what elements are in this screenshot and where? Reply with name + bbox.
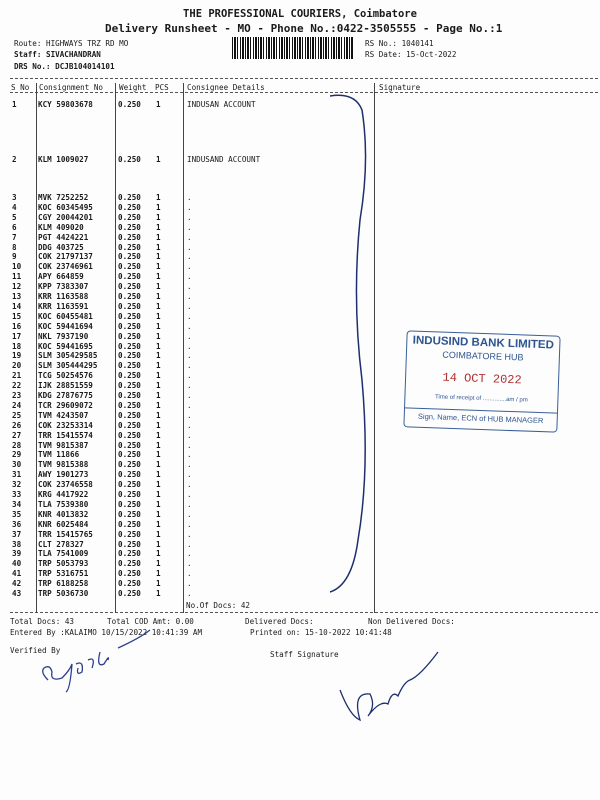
cell-details: INDUSAN ACCOUNT <box>187 100 256 109</box>
cell-pcs: 1 <box>156 490 161 499</box>
cell-cn: COK 23253314 <box>38 420 93 430</box>
cell-cn: MVK 7252252 <box>38 193 89 202</box>
cell-cn: TRP 5316751 <box>38 569 89 579</box>
bank-stamp <box>403 330 560 432</box>
cell-pcs: 1 <box>156 400 161 410</box>
cell-wt: 0.250 <box>118 490 141 499</box>
cell-cn: TVM 9815387 <box>38 440 89 450</box>
cell-sno: 27 <box>12 430 22 440</box>
cell-sno: 37 <box>12 529 22 539</box>
cell-wt: 0.250 <box>118 262 141 272</box>
cell-cn: COK 21797137 <box>38 252 93 262</box>
cell-sno: 6 <box>12 222 17 232</box>
cell-details: . <box>187 410 192 420</box>
cell-cn: APY 664859 <box>38 272 84 282</box>
cell-details: . <box>187 193 192 202</box>
cell-pcs: 1 <box>156 331 161 341</box>
cell-details: . <box>187 539 192 549</box>
cell-pcs: 1 <box>156 361 161 371</box>
cell-details: . <box>187 400 192 410</box>
cell-cn: DDG 403725 <box>38 242 84 252</box>
cell-details: . <box>187 509 192 519</box>
cell-wt: 0.250 <box>118 301 141 311</box>
cell-details: . <box>187 549 192 559</box>
cell-pcs: 1 <box>156 193 161 202</box>
cell-cn: TCR 29609072 <box>38 400 93 410</box>
cell-sno: 3 <box>12 193 17 202</box>
cell-wt: 0.250 <box>118 410 141 420</box>
cell-sno: 36 <box>12 519 22 529</box>
cell-sno: 41 <box>12 569 22 579</box>
cell-pcs: 1 <box>156 519 161 529</box>
cell-wt: 0.250 <box>118 292 141 301</box>
cell-cn: CGY 20044201 <box>38 212 93 222</box>
cell-cn: KNR 6025484 <box>38 519 89 529</box>
cell-sno: 7 <box>12 232 17 242</box>
cell-details: . <box>187 499 192 509</box>
company-title: THE PROFESSIONAL COURIERS, Coimbatore <box>183 8 417 20</box>
cell-wt: 0.250 <box>118 361 141 371</box>
cell-details: . <box>187 252 192 262</box>
cell-details: . <box>187 460 192 470</box>
cell-pcs: 1 <box>156 371 161 381</box>
cell-pcs: 1 <box>156 100 161 109</box>
cell-sno: 4 <box>12 202 17 212</box>
cell-wt: 0.250 <box>118 232 141 242</box>
cell-sno: 39 <box>12 549 22 559</box>
cell-sno: 18 <box>12 341 22 351</box>
cell-sno: 40 <box>12 559 22 569</box>
cell-details: . <box>187 371 192 381</box>
cell-wt: 0.250 <box>118 480 141 490</box>
cell-sno: 21 <box>12 371 22 381</box>
stamp-date: 14 OCT 2022 <box>442 370 522 388</box>
cell-details: . <box>187 242 192 252</box>
cell-details: . <box>187 470 192 480</box>
cell-wt: 0.250 <box>118 100 141 109</box>
entered-by: Entered By :KALAIMO 10/15/2022 10:41:39 AM <box>10 628 203 637</box>
cell-sno: 23 <box>12 391 22 400</box>
cell-wt: 0.250 <box>118 202 141 212</box>
cell-cn: CLT 278327 <box>38 539 84 549</box>
cell-details: . <box>187 420 192 430</box>
cell-cn: KDG 27876775 <box>38 391 93 400</box>
staff-signature-label: Staff Signature <box>270 650 339 659</box>
cell-cn: AWY 1901273 <box>38 470 89 480</box>
cell-wt: 0.250 <box>118 430 141 440</box>
staff-signature <box>340 652 438 720</box>
cell-pcs: 1 <box>156 292 161 301</box>
cell-details: . <box>187 331 192 341</box>
cell-cn: TLA 7539380 <box>38 499 89 509</box>
no-of-docs: No.Of Docs: 42 <box>186 601 251 610</box>
cell-pcs: 1 <box>156 311 161 321</box>
cell-wt: 0.250 <box>118 371 141 381</box>
cell-wt: 0.250 <box>118 321 141 331</box>
cell-cn: KLM 1009027 <box>38 155 89 164</box>
cell-sno: 5 <box>12 212 17 222</box>
stamp-hub: COIMBATORE HUB <box>442 349 524 363</box>
cell-sno: 35 <box>12 509 22 519</box>
cell-details: . <box>187 311 192 321</box>
cell-cn: NKL 7937190 <box>38 331 89 341</box>
cell-cn: KPP 7383307 <box>38 282 89 292</box>
verifier-signature <box>43 630 150 692</box>
col-header-sno: S No <box>11 83 30 92</box>
cell-details: . <box>187 222 192 232</box>
stamp-footer: Sign, Name, ECN of HUB MANAGER <box>405 407 557 425</box>
cell-pcs: 1 <box>156 589 161 598</box>
cell-pcs: 1 <box>156 272 161 282</box>
cell-details: INDUSAND ACCOUNT <box>187 155 261 164</box>
cell-pcs: 1 <box>156 450 161 460</box>
cell-pcs: 1 <box>156 321 161 331</box>
cell-pcs: 1 <box>156 430 161 440</box>
cell-pcs: 1 <box>156 539 161 549</box>
cell-pcs: 1 <box>156 381 161 391</box>
cell-sno: 12 <box>12 282 22 292</box>
cell-cn: KNR 4013832 <box>38 509 89 519</box>
runsheet-subtitle: Delivery Runsheet - MO - Phone No.:0422-3505555 - Page No.:1 <box>105 22 503 35</box>
cell-sno: 17 <box>12 331 22 341</box>
cell-sno: 26 <box>12 420 22 430</box>
cell-pcs: 1 <box>156 351 161 361</box>
cell-sno: 22 <box>12 381 22 391</box>
cell-sno: 2 <box>12 155 17 164</box>
cell-sno: 9 <box>12 252 17 262</box>
delivered-docs: Delivered Docs: <box>245 617 314 626</box>
cell-wt: 0.250 <box>118 559 141 569</box>
cell-sno: 29 <box>12 450 22 460</box>
cell-sno: 31 <box>12 470 22 480</box>
cell-pcs: 1 <box>156 460 161 470</box>
total-cod-amount: Total COD Amt: 0.00 <box>107 617 194 626</box>
cell-wt: 0.250 <box>118 282 141 292</box>
cell-pcs: 1 <box>156 549 161 559</box>
cell-cn: TLA 7541009 <box>38 549 89 559</box>
cell-cn: TVM 9815388 <box>38 460 89 470</box>
cell-pcs: 1 <box>156 262 161 272</box>
cell-sno: 14 <box>12 301 22 311</box>
cell-wt: 0.250 <box>118 440 141 450</box>
cell-cn: TRP 6188258 <box>38 579 89 589</box>
cell-details: . <box>187 391 192 400</box>
cell-cn: TRR 15415765 <box>38 529 93 539</box>
cell-cn: PGT 4424221 <box>38 232 89 242</box>
cell-details: . <box>187 351 192 361</box>
cell-sno: 15 <box>12 311 22 321</box>
cell-sno: 38 <box>12 539 22 549</box>
signature-scribble <box>330 95 366 592</box>
cell-cn: KLM 409020 <box>38 222 84 232</box>
cell-sno: 33 <box>12 490 22 499</box>
cell-wt: 0.250 <box>118 499 141 509</box>
cell-cn: KCY 59803678 <box>38 100 93 109</box>
cell-sno: 1 <box>12 100 17 109</box>
stamp-bank-name: INDUSIND BANK LIMITED <box>412 334 555 352</box>
cell-cn: SLM 305444295 <box>38 361 98 371</box>
cell-pcs: 1 <box>156 391 161 400</box>
total-docs: Total Docs: 43 <box>10 617 75 626</box>
cell-sno: 8 <box>12 242 17 252</box>
cell-pcs: 1 <box>156 529 161 539</box>
cell-pcs: 1 <box>156 222 161 232</box>
verified-by-label: Verified By <box>10 646 61 655</box>
cell-wt: 0.250 <box>118 272 141 282</box>
cell-wt: 0.250 <box>118 351 141 361</box>
cell-sno: 30 <box>12 460 22 470</box>
cell-pcs: 1 <box>156 252 161 262</box>
cell-details: . <box>187 440 192 450</box>
cell-cn: KOC 59441694 <box>38 321 93 331</box>
cell-cn: KOC 59441695 <box>38 341 93 351</box>
cell-pcs: 1 <box>156 341 161 351</box>
cell-details: . <box>187 569 192 579</box>
cell-pcs: 1 <box>156 559 161 569</box>
cell-details: . <box>187 519 192 529</box>
non-delivered-docs: Non Delivered Docs: <box>368 617 455 626</box>
cell-wt: 0.250 <box>118 470 141 480</box>
cell-pcs: 1 <box>156 470 161 480</box>
rs-date: RS Date: 15-Oct-2022 <box>365 50 457 59</box>
cell-details: . <box>187 579 192 589</box>
cell-pcs: 1 <box>156 509 161 519</box>
cell-sno: 28 <box>12 440 22 450</box>
cell-wt: 0.250 <box>118 311 141 321</box>
cell-cn: TRP 5053793 <box>38 559 89 569</box>
cell-wt: 0.250 <box>118 460 141 470</box>
cell-sno: 24 <box>12 400 22 410</box>
cell-pcs: 1 <box>156 499 161 509</box>
cell-wt: 0.250 <box>118 212 141 222</box>
cell-wt: 0.250 <box>118 381 141 391</box>
col-header-consignment: Consignment No <box>39 83 104 92</box>
printed-on: Printed on: 15-10-2022 10:41:48 <box>250 628 392 637</box>
cell-wt: 0.250 <box>118 400 141 410</box>
cell-wt: 0.250 <box>118 391 141 400</box>
cell-wt: 0.250 <box>118 155 141 164</box>
cell-details: . <box>187 232 192 242</box>
cell-cn: TRR 15415574 <box>38 430 93 440</box>
cell-pcs: 1 <box>156 579 161 589</box>
cell-sno: 34 <box>12 499 22 509</box>
cell-details: . <box>187 450 192 460</box>
cell-wt: 0.250 <box>118 579 141 589</box>
cell-wt: 0.250 <box>118 420 141 430</box>
cell-cn: KOC 60455481 <box>38 311 93 321</box>
cell-cn: KOC 60345495 <box>38 202 93 212</box>
cell-wt: 0.250 <box>118 450 141 460</box>
cell-wt: 0.250 <box>118 509 141 519</box>
cell-sno: 25 <box>12 410 22 420</box>
cell-pcs: 1 <box>156 569 161 579</box>
cell-details: . <box>187 272 192 282</box>
stamp-time-of-receipt: Time of receipt of ..............am / pm <box>434 394 528 404</box>
cell-details: . <box>187 529 192 539</box>
cell-cn: KRG 4417922 <box>38 490 89 499</box>
cell-sno: 19 <box>12 351 22 361</box>
cell-wt: 0.250 <box>118 569 141 579</box>
cell-details: . <box>187 282 192 292</box>
cell-pcs: 1 <box>156 242 161 252</box>
cell-sno: 32 <box>12 480 22 490</box>
cell-cn: COK 23746961 <box>38 262 93 272</box>
cell-sno: 16 <box>12 321 22 331</box>
cell-pcs: 1 <box>156 480 161 490</box>
cell-wt: 0.250 <box>118 252 141 262</box>
col-header-weight: Weight <box>119 83 147 92</box>
cell-pcs: 1 <box>156 410 161 420</box>
cell-wt: 0.250 <box>118 529 141 539</box>
cell-cn: SLM 305429585 <box>38 351 98 361</box>
cell-wt: 0.250 <box>118 193 141 202</box>
cell-sno: 20 <box>12 361 22 371</box>
cell-details: . <box>187 212 192 222</box>
cell-details: . <box>187 341 192 351</box>
cell-details: . <box>187 262 192 272</box>
col-header-consignee: Consignee Details <box>187 83 265 92</box>
cell-cn: IJK 28851559 <box>38 381 93 391</box>
cell-wt: 0.250 <box>118 222 141 232</box>
cell-sno: 42 <box>12 579 22 589</box>
cell-sno: 43 <box>12 589 22 598</box>
cell-details: . <box>187 381 192 391</box>
cell-cn: TVM 11866 <box>38 450 80 460</box>
cell-wt: 0.250 <box>118 539 141 549</box>
drs-number: DRS No.: DCJB104014101 <box>14 62 115 71</box>
cell-details: . <box>187 430 192 440</box>
cell-pcs: 1 <box>156 420 161 430</box>
cell-details: . <box>187 292 192 301</box>
cell-pcs: 1 <box>156 212 161 222</box>
cell-pcs: 1 <box>156 440 161 450</box>
cell-details: . <box>187 321 192 331</box>
cell-pcs: 1 <box>156 301 161 311</box>
cell-cn: TVM 4243507 <box>38 410 89 420</box>
col-header-pcs: PCS <box>155 83 169 92</box>
staff: Staff: SIVACHANDRAN <box>14 50 101 59</box>
cell-pcs: 1 <box>156 232 161 242</box>
cell-cn: KRR 1163588 <box>38 292 89 301</box>
cell-details: . <box>187 480 192 490</box>
cell-details: . <box>187 589 192 598</box>
cell-cn: KRR 1163591 <box>38 301 89 311</box>
rs-number: RS No.: 1040141 <box>365 39 434 48</box>
col-header-signature: Signature <box>379 83 421 92</box>
cell-details: . <box>187 301 192 311</box>
cell-wt: 0.250 <box>118 341 141 351</box>
cell-wt: 0.250 <box>118 242 141 252</box>
cell-details: . <box>187 361 192 371</box>
cell-pcs: 1 <box>156 282 161 292</box>
cell-cn: TCG 50254576 <box>38 371 93 381</box>
cell-cn: COK 23746558 <box>38 480 93 490</box>
cell-sno: 13 <box>12 292 22 301</box>
cell-pcs: 1 <box>156 202 161 212</box>
cell-cn: TRP 5036730 <box>38 589 89 598</box>
cell-sno: 10 <box>12 262 22 272</box>
cell-wt: 0.250 <box>118 331 141 341</box>
cell-pcs: 1 <box>156 155 161 164</box>
cell-details: . <box>187 490 192 499</box>
cell-details: . <box>187 559 192 569</box>
cell-wt: 0.250 <box>118 549 141 559</box>
route: Route: HIGHWAYS TRZ RD MO <box>14 39 129 48</box>
cell-sno: 11 <box>12 272 22 282</box>
cell-wt: 0.250 <box>118 589 141 598</box>
cell-wt: 0.250 <box>118 519 141 529</box>
cell-details: . <box>187 202 192 212</box>
